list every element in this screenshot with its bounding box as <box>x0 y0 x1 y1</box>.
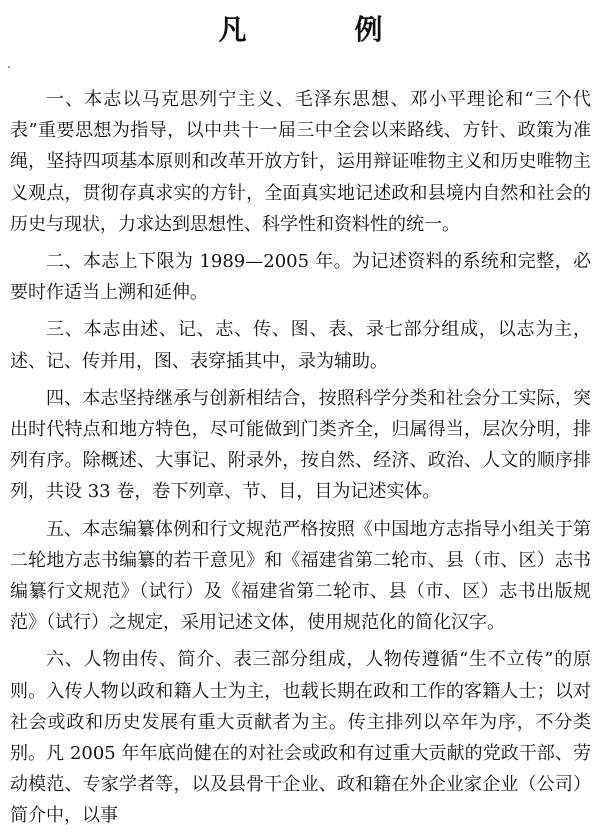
paragraph-6: 六、人物由传、简介、表三部分组成，人物传遵循“生不立传”的原则。入传人物以政和籍人士为主，也载长期在政和工作的客籍人士；以对社会或政和历史发展有重大贡献者为主。传主排列以卒年为序，不分类别。凡 2005 年年底尚健在的对社会或政和有过重大贡献的党政干部、劳动模范、专家学者等，以及县骨干企业、政和籍在外企业家企业（公司）简介中，以事 <box>10 649 591 827</box>
paragraph-4: 四、本志坚持继承与创新相结合，按照科学分类和社会分工实际，突出时代特点和地方特色，尽可能做到门类齐全，归属得当，层次分明，排列有序。除概述、大事记、附录外，按自然、经济、政治、人文的顺序排列，共设 33 卷，卷下列章、节、目，目为记述实体。 <box>10 387 591 503</box>
document-body <box>10 84 591 832</box>
page-title: 凡 例 <box>218 13 423 46</box>
paragraph-3: 三、本志由述、记、志、传、图、表、录七部分组成，以志为主，述、记、传并用，图、表穿插其中，录为辅助。 <box>10 319 591 372</box>
paragraph-1: 一、本志以马克思列宁主义、毛泽东思想、邓小平理论和“三个代表”重要思想为指导，以中共十一届三中全会以来路线、方针、政策为准绳，坚持四项基本原则和改革开放方针，运用辩证唯物主义和历史唯物主义观点，贯彻存真求实的方针，全面真实地记述政和县境内自然和社会的历史与现状，力求达到思想性、科学性和资料性的统一。 <box>10 89 591 235</box>
paragraph-5: 五、本志编纂体例和行文规范严格按照《中国地方志指导小组关于第二轮地方志书编纂的若干意见》和《福建省第二轮市、县（市、区）志书编纂行文规范》（试行）及《福建省第二轮市、县（市、区）志书出版规范》（试行）之规定，采用记述文体，使用规范化的简化汉字。 <box>10 518 591 634</box>
margin-mark <box>8 66 10 68</box>
paragraph-2: 二、本志上下限为 1989—2005 年。为记述资料的系统和完整，必要时作适当上溯和延伸。 <box>10 251 591 304</box>
